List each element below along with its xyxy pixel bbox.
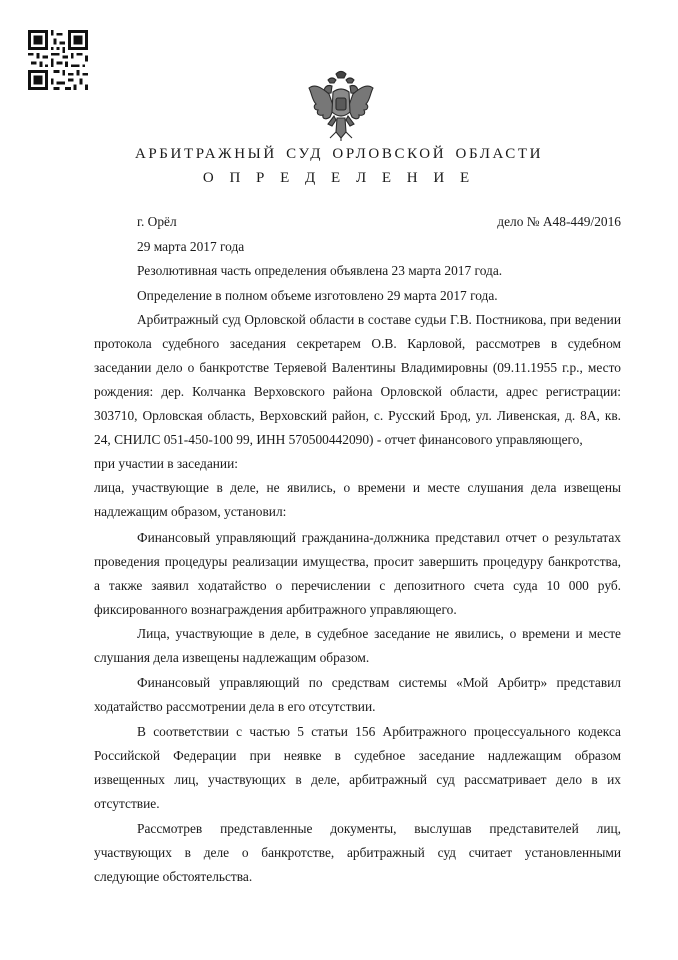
body-line: рождения: дер. Колчанка Верховского района Орловской области, адрес регистрации: <box>94 384 621 399</box>
body-line: фиксированного вознаграждения арбитражного управляющего. <box>94 602 457 617</box>
body-line: Финансовый управляющий по средствам системы «Мой Арбитр» представил <box>137 675 621 690</box>
body-line: надлежащим образом, установил: <box>94 504 287 519</box>
body-line: Рассмотрев представленные документы, выслушав представителей лиц, <box>137 821 621 836</box>
body-line: при участии в заседании: <box>94 456 238 471</box>
body-line: лица, участвующие в деле, не явились, о времени и месте слушания дела извещены <box>94 480 621 495</box>
body-line: а также заявил ходатайство о перечислении с депозитного счета суда 10 000 руб. <box>94 578 621 593</box>
court-name: АРБИТРАЖНЫЙ СУД ОРЛОВСКОЙ ОБЛАСТИ <box>134 146 544 162</box>
body-line: ходатайство рассмотрении дела в его отсутствии. <box>94 699 376 714</box>
qr-code-icon <box>28 30 88 90</box>
body-line: проведения процедуры реализации имущества, просит завершить процедуру банкротства, <box>94 554 621 569</box>
body-line: Российской Федерации при неявке в судебное заседание надлежащим образом <box>94 748 621 763</box>
body-line: заседании дело о банкротстве Теряевой Валентины Владимировны (09.11.1955 г.р., место <box>94 360 621 375</box>
body-line: отсутствие. <box>94 796 160 811</box>
body-line: протокола судебного заседания секретарем О.В. Карловой, рассмотрев в судебном <box>94 336 621 351</box>
body-line: Лица, участвующие в деле, в судебное заседание не явились, о времени и месте <box>137 626 621 641</box>
body-line: В соответствии с частью 5 статьи 156 Арбитражного процессуального кодекса <box>137 724 621 739</box>
body-line: участвующих в деле о банкротстве, арбитражный суд считает установленными <box>94 845 621 860</box>
body-line: 303710, Орловская область, Верховский район, с. Русский Брод, ул. Ливенская, д. 8А, кв. <box>94 408 621 423</box>
body-line: Финансовый управляющий гражданина-должника представил отчет о результатах <box>137 530 621 545</box>
resolution-announced: Резолютивная часть определения объявлена 23 марта 2017 года. <box>137 263 503 278</box>
body-line: 24, СНИЛС 051-450-100 99, ИНН 570500442090) - отчет финансового управляющего, <box>94 432 583 447</box>
city: г. Орёл <box>137 214 177 229</box>
body-line: слушания дела извещены надлежащим образом. <box>94 650 370 665</box>
body-line: Арбитражный суд Орловской области в составе судьи Г.В. Постникова, при ведении <box>137 312 621 327</box>
coat-of-arms-eagle-icon <box>306 68 376 142</box>
document-date: 29 марта 2017 года <box>137 239 245 254</box>
body-line: следующие обстоятельства. <box>94 869 253 884</box>
body-line: извещенных лиц, участвующих в деле, арбитражный суд рассматривает дело в их <box>94 772 621 787</box>
full-text-date: Определение в полном объеме изготовлено 29 марта 2017 года. <box>137 288 498 303</box>
case-number: дело № А48-449/2016 <box>497 214 621 229</box>
document-type-title: О П Р Е Д Е Л Е Н И Е <box>202 170 476 186</box>
